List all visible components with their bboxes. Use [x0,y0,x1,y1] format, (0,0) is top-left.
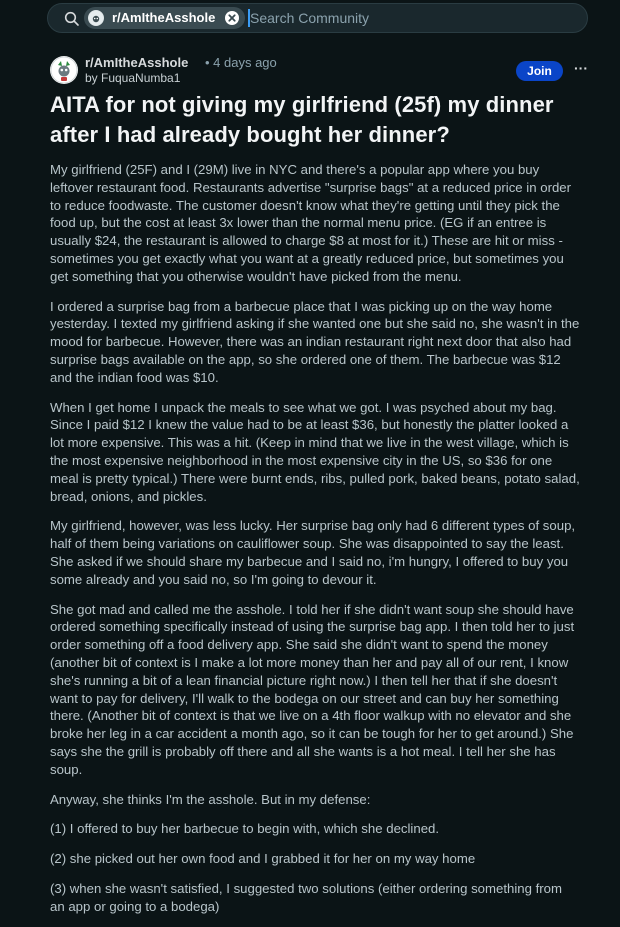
search-icon [64,11,80,27]
post-title: AITA for not giving my girlfriend (25f) my dinner after I had already bought her dinner? [50,92,554,147]
subreddit-avatar-icon [88,10,104,26]
post-paragraph: I ordered a surprise bag from a barbecue place that I was picking up on the way home yesterday. I texted my girlfriend asking if she wanted one but she said no, she wasn't in the mood for barbecue. However, there was an indian restaurant right next door that also had surprise bags available on the app, so she ordered one of them. The barbecue was $12 and the indian food was $10. [50,298,580,385]
post-timestamp: • 4 days ago [205,55,277,70]
more-options-icon[interactable]: ··· [574,60,588,76]
subreddit-name-link[interactable]: r/AmItheAsshole [85,55,189,70]
subreddit-avatar-icon[interactable] [50,56,78,84]
chip-close-icon[interactable] [225,11,239,25]
post-paragraph: My girlfriend (25F) and I (29M) live in NYC and there's a popular app where you buy leftover restaurant food. Restaurants advertise "surprise bags" at a reduced price in order to reduce foodwaste. The customer doesn't know what they're getting until they pick the food up, but the cost at least 3x lower than the normal menu price. (EG if an entree is usually $24, the restaurant is allowed to charge $8 at most for it.) These are hit or miss - sometimes you get exactly what you want at a greatly reduced price, but sometimes you get something that you otherwise wouldn't have picked from the menu. [50,162,572,284]
post-body [50,161,580,927]
post-header [50,55,590,87]
community-filter-chip[interactable] [84,7,245,29]
post-paragraph: (1) I offered to buy her barbecue to begin with, which she declined. [50,821,440,837]
post-paragraph: (3) when she wasn't satisfied, I suggested two solutions (either ordering something from an app or going to a bodega) [50,880,562,914]
community-chip-label: r/AmItheAsshole [112,10,216,25]
post-paragraph: My girlfriend, however, was less lucky. Her surprise bag only had 6 different types of soup, half of them being variations on cauliflower soup. She was disappointed to say the least. She asked if we should share my barbecue and I said no, i'm hungry, I offered to buy you some already and you said no, so I'm going to devour it. [50,518,576,587]
join-button[interactable]: Join [516,61,563,81]
search-box[interactable] [47,3,588,33]
post-paragraph: She got mad and called me the asshole. I told her if she didn't want soup she should have ordered something specifically instead of using the surprise bag app. I then told her to just order something off a food delivery app. She said she didn't want to spend the money (another bit of context is I make a lot more money than her and pay all of our rent, I know she's running a bit of a lean financial picture right now.) I then tell her that if she doesn't want to pay for delivery, I'll walk to the bodega on our street and can buy her something there. (Another bit of context is that we live on a 4th floor walkup with no elevator and she broke her leg in a car accident a month ago, so it can be tough for her to get around.) She says she the grill is probably off there and all she wants is a hot meal. I tell her she has soup. [50,601,575,777]
post-paragraph: Anyway, she thinks I'm the asshole. But in my defense: [50,791,371,807]
post-paragraph: (2) she picked out her own food and I grabbed it for her on my way home [50,851,476,867]
top-bar [0,0,620,40]
search-input[interactable] [250,8,550,28]
post-paragraph: When I get home I unpack the meals to see what we got. I was psyched about my bag. Since I paid $12 I knew the value had to be at least $36, but honestly the platter looked a lot more expensive. This was a hit. (Keep in mind that we live in the west village, which is the most expensive neighborhood in the most expensive city in the US, so $36 for one meal is pretty typical.) There were burnt ends, ribs, pulled pork, baked beans, potato salad, bread, onions, and pickles. [50,399,580,504]
post-author-link[interactable]: by FuquaNumba1 [85,71,181,85]
